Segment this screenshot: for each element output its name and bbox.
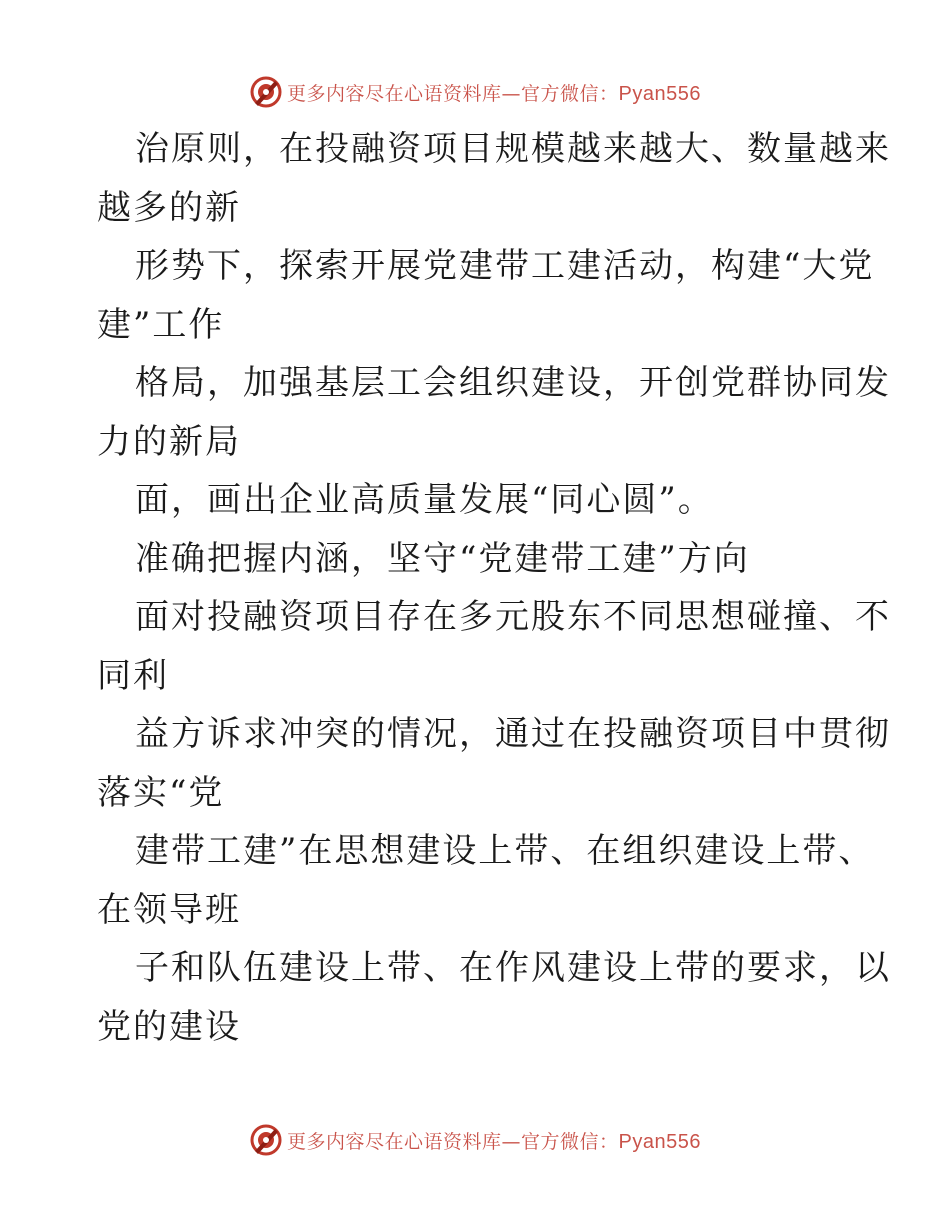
body-line: 面，画出企业高质量发展“同心圆”。 (135, 480, 714, 520)
footer-banner-text (287, 1127, 701, 1154)
footer-banner-label: 更多内容尽在心语资料库—官方微信： (287, 1130, 619, 1153)
body-line: 同利 (97, 655, 169, 696)
header-banner (0, 72, 950, 112)
document-body (97, 120, 891, 1056)
body-line: 治原则，在投融资项目规模越来越大、数量越来 (135, 129, 891, 169)
body-line: 在领导班 (97, 889, 241, 930)
body-line: 党的建设 (97, 1006, 241, 1047)
body-line: 力的新局 (97, 421, 241, 462)
pen-logo-icon (249, 75, 283, 109)
footer-banner (0, 1120, 950, 1160)
body-line: 建”工作 (97, 304, 225, 345)
body-line: 建带工建”在思想建设上带、在组织建设上带、 (135, 831, 875, 871)
body-line: 越多的新 (97, 187, 241, 228)
body-line: 准确把握内涵，坚守“党建带工建”方向 (135, 538, 750, 579)
body-line: 落实“党 (97, 772, 225, 813)
body-line: 形势下，探索开展党建带工建活动，构建“大党 (135, 246, 875, 286)
header-banner-text (287, 79, 701, 106)
body-line: 面对投融资项目存在多元股东不同思想碰撞、不 (135, 597, 891, 637)
body-line: 格局，加强基层工会组织建设，开创党群协同发 (135, 363, 891, 403)
header-banner-label: 更多内容尽在心语资料库—官方微信： (287, 82, 619, 105)
body-line: 子和队伍建设上带、在作风建设上带的要求，以 (135, 948, 891, 988)
pen-logo-icon (249, 1123, 283, 1157)
body-line: 益方诉求冲突的情况，通过在投融资项目中贯彻 (135, 714, 891, 754)
footer-wechat-id: Pyan556 (618, 1130, 701, 1153)
header-wechat-id: Pyan556 (618, 82, 701, 105)
